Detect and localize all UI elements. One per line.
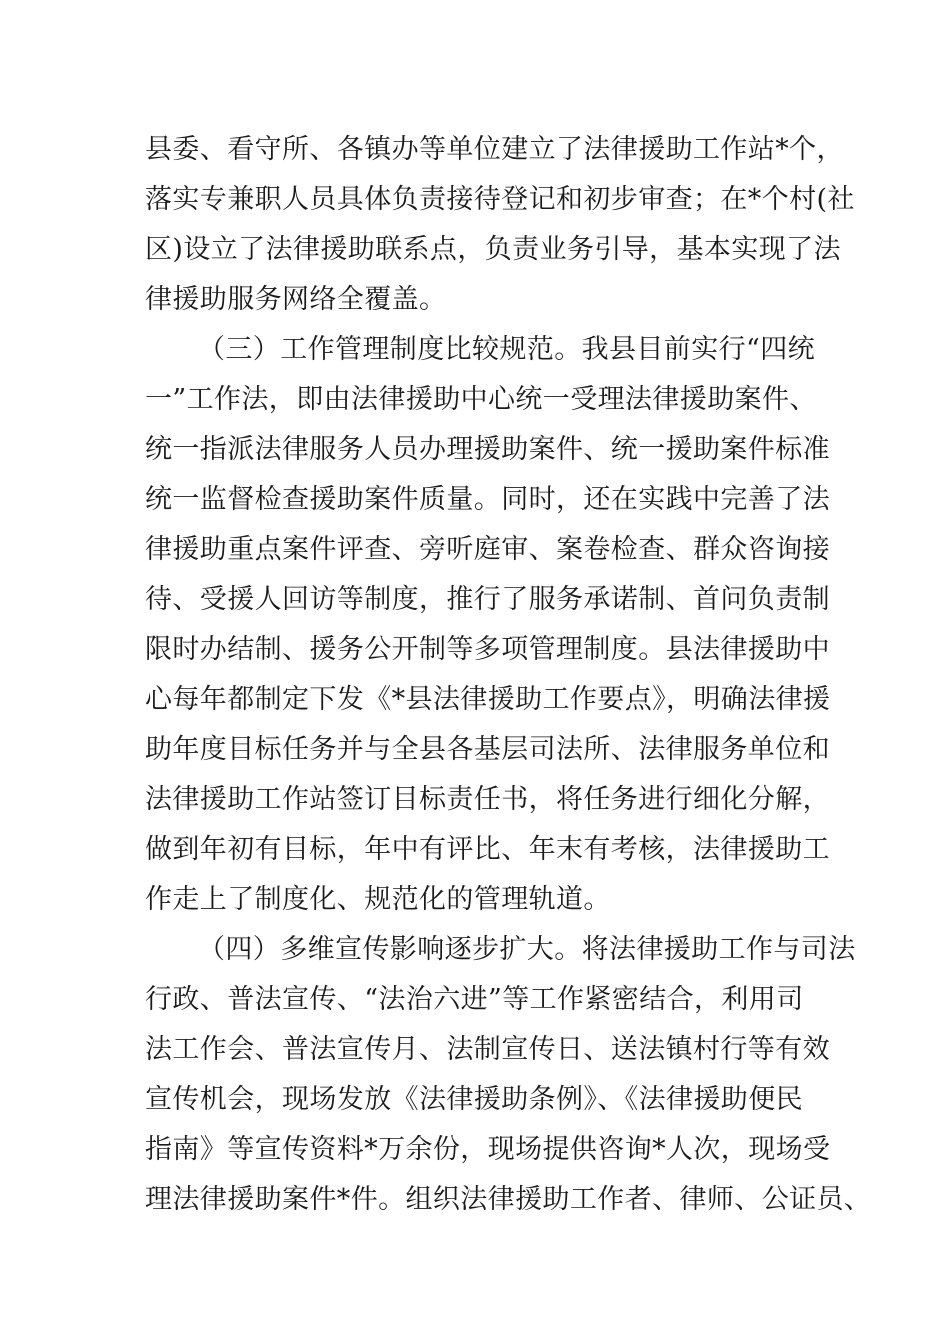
text-line: 做到年初有目标，年中有评比、年末有考核，法律援助工 [145,834,830,865]
paragraph-start-line: （三）工作管理制度比较规范。我县目前实行“四统 [198,334,816,365]
text-line: 待、受援人回访等制度，推行了服务承诺制、首问负责制 [145,584,830,615]
text-line: 助年度目标任务并与全县各基层司法所、法律服务单位和 [145,734,830,765]
text-line: 律援助服务网络全覆盖。 [145,284,447,315]
text-line: 统一指派法律服务人员办理援助案件、统一援助案件标准 [145,434,830,465]
text-line: 落实专兼职人员具体负责接待登记和初步审查；在*个村(社 [145,184,855,215]
text-line: 理法律援助案件*件。组织法律援助工作者、律师、公证员、 [145,1184,872,1215]
text-line: 法律援助工作站签订目标责任书，将任务进行细化分解， [145,784,830,815]
text-line: 限时办结制、援务公开制等多项管理制度。县法律援助中 [145,634,830,665]
text-line: 指南》等宣传资料*万余份，现场提供咨询*人次，现场受 [145,1134,831,1165]
text-line: 作走上了制度化、规范化的管理轨道。 [145,884,611,915]
text-line: 一”工作法，即由法律援助中心统一受理法律援助案件、 [145,384,817,415]
text-line: 法工作会、普法宣传月、法制宣传日、送法镇村行等有效 [145,1034,830,1065]
text-line: 行政、普法宣传、“法治六进”等工作紧密结合，利用司 [145,984,804,1015]
paragraph-start-line: （四）多维宣传影响逐步扩大。将法律援助工作与司法 [198,934,856,965]
text-line: 心每年都制定下发《*县法律援助工作要点》，明确法律援 [145,684,831,715]
text-line: 律援助重点案件评查、旁听庭审、案卷检查、群众咨询接 [145,534,830,565]
text-line: 区)设立了法律援助联系点，负责业务引导，基本实现了法 [145,234,841,265]
text-line: 统一监督检查援助案件质量。同时，还在实践中完善了法 [145,484,830,515]
text-line: 宣传机会，现场发放《法律援助条例》、《法律援助便民 [145,1084,803,1115]
text-line: 县委、看守所、各镇办等单位建立了法律援助工作站*个， [145,134,844,165]
